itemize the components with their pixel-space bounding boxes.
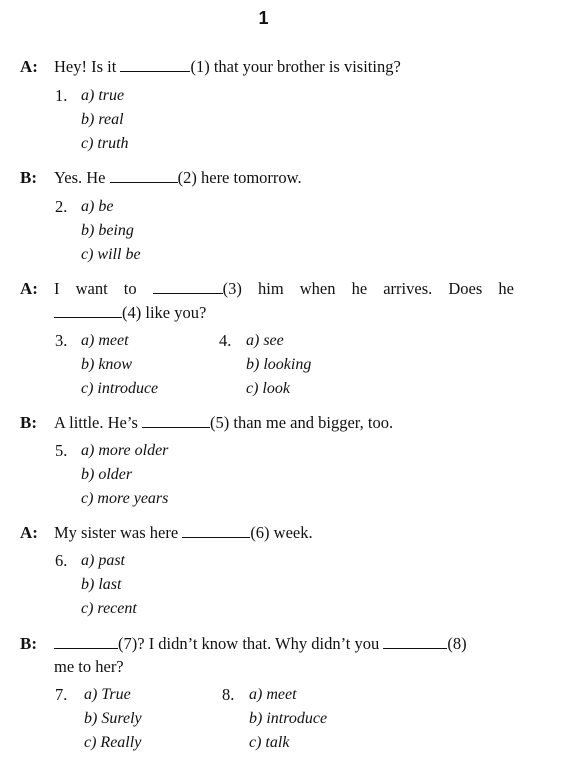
option-c[interactable]: c) will be	[81, 246, 141, 263]
answer-blank[interactable]	[153, 279, 223, 294]
speaker-label: A:	[20, 57, 38, 76]
dialogue-line-6: (7)? I didn’t know that. Why didn’t you (8)	[54, 634, 467, 654]
option-c[interactable]: c) more years	[81, 490, 169, 507]
question-number: 5.	[55, 441, 68, 460]
option-c[interactable]: c) look	[246, 380, 290, 397]
dialogue-line-1: Hey! Is it (1) that your brother is visiting?	[54, 57, 401, 76]
option-b[interactable]: b) being	[81, 222, 134, 239]
option-a[interactable]: a) True	[84, 686, 131, 703]
speaker-label: A:	[20, 523, 38, 542]
option-b[interactable]: b) introduce	[249, 710, 328, 727]
option-b[interactable]: b) looking	[246, 356, 312, 373]
option-c[interactable]: c) recent	[81, 600, 137, 617]
dialogue-line-4: A little. He’s (5) than me and bigger, too.	[54, 413, 394, 432]
dialogue-line-3: I want to (3) him when he arrives. Does he	[54, 279, 514, 298]
option-b[interactable]: b) Surely	[84, 710, 142, 727]
question-number: 3.	[55, 331, 68, 350]
option-c[interactable]: c) truth	[81, 135, 129, 152]
question-number: 8.	[222, 685, 235, 704]
answer-blank[interactable]	[383, 634, 447, 649]
option-b[interactable]: b) last	[81, 576, 122, 593]
speaker-label: B:	[20, 168, 37, 187]
speaker-label: A:	[20, 279, 38, 298]
question-number: 4.	[219, 331, 232, 350]
dialogue-line-3-cont: (4) like you?	[54, 303, 206, 323]
question-number: 7.	[55, 685, 68, 704]
answer-blank[interactable]	[120, 57, 190, 72]
option-a[interactable]: a) be	[81, 198, 114, 215]
dialogue-line-5: My sister was here (6) week.	[54, 523, 313, 542]
question-number: 6.	[55, 551, 68, 570]
dialogue-line-6-cont: me to her?	[54, 657, 124, 676]
option-a[interactable]: a) meet	[249, 686, 297, 703]
answer-blank[interactable]	[54, 303, 122, 318]
option-a[interactable]: a) past	[81, 552, 125, 569]
answer-blank[interactable]	[110, 168, 178, 183]
option-b[interactable]: b) older	[81, 466, 133, 483]
option-a[interactable]: a) see	[246, 332, 284, 349]
option-a[interactable]: a) true	[81, 87, 125, 104]
option-a[interactable]: a) meet	[81, 332, 129, 349]
speaker-label: B:	[20, 634, 37, 653]
option-a[interactable]: a) more older	[81, 442, 169, 459]
answer-blank[interactable]	[142, 413, 210, 428]
page-number: 1	[258, 8, 269, 28]
speaker-label: B:	[20, 413, 37, 432]
answer-blank[interactable]	[54, 634, 118, 649]
option-c[interactable]: c) talk	[249, 734, 290, 751]
dialogue-line-2: Yes. He (2) here tomorrow.	[54, 168, 302, 187]
option-b[interactable]: b) know	[81, 356, 133, 373]
answer-blank[interactable]	[182, 523, 250, 538]
question-number: 2.	[55, 197, 68, 216]
option-b[interactable]: b) real	[81, 111, 124, 128]
option-c[interactable]: c) introduce	[81, 380, 159, 397]
question-number: 1.	[55, 86, 68, 105]
option-c[interactable]: c) Really	[84, 734, 142, 751]
